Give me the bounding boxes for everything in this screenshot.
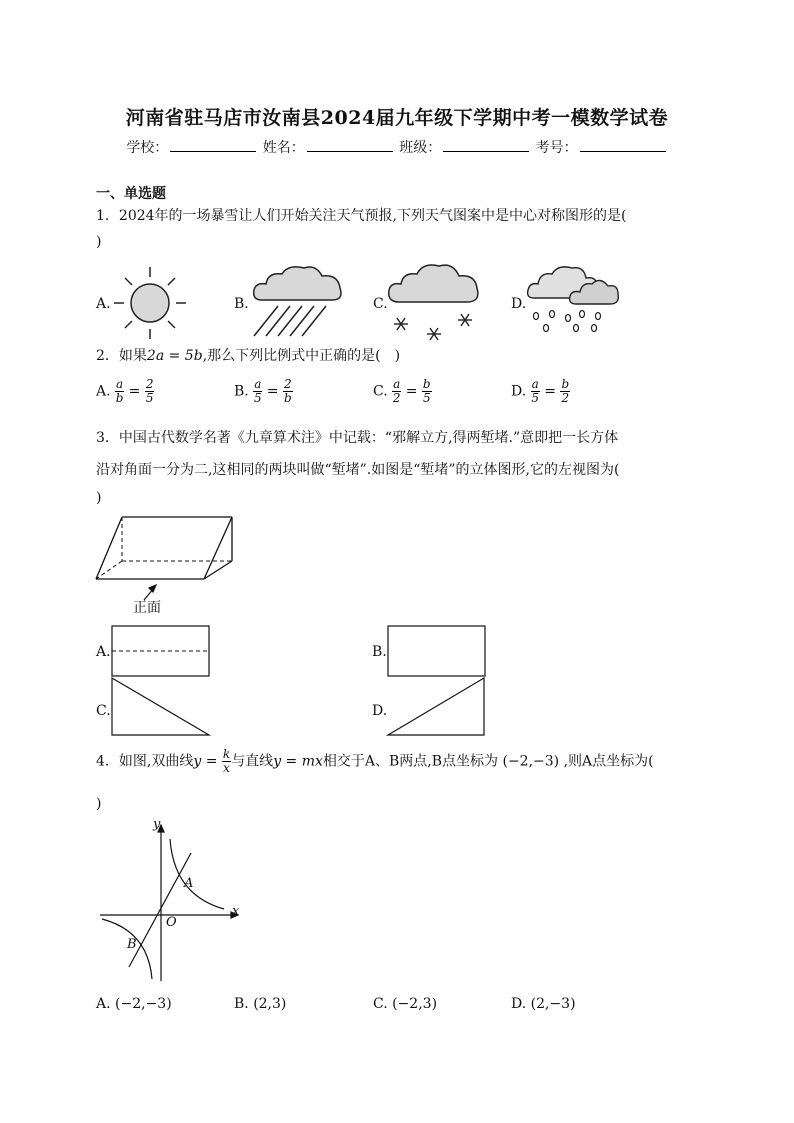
hail-cloud-icon <box>526 264 626 339</box>
q3-close: ) <box>96 490 102 506</box>
q4-mid: 与直线 <box>231 753 274 770</box>
q3-option-a-figure <box>111 625 211 677</box>
section-title: 一、单选题 <box>96 186 166 202</box>
q2-option-c[interactable]: C. $\frac{a}{2}$ = $\frac{b}{5}$ <box>373 377 431 405</box>
q2-b-rn: 2 <box>284 377 292 391</box>
sun-icon <box>112 263 192 343</box>
q4-option-c[interactable]: C. (−2,3) <box>373 996 438 1012</box>
rain-cloud-icon <box>248 262 348 342</box>
q3-option-c-figure <box>111 677 211 737</box>
q2-a-ld: b <box>115 391 124 405</box>
q3-stem-line1: 3．中国古代数学名著《九章算术注》中记载：“邪解立方,得两堑堵.”意即把一长方体 <box>96 430 619 446</box>
q4-close: ) <box>96 796 102 812</box>
q2-d-ln: a <box>531 377 539 391</box>
blank-name[interactable] <box>307 139 393 152</box>
q3-option-c-label: C. <box>96 703 111 719</box>
q2-d-label: D. <box>511 383 527 400</box>
q4-line: y = mx <box>273 753 323 770</box>
q2-c-ln: a <box>393 377 401 391</box>
q2-b-ld: 5 <box>253 391 262 405</box>
q2-equation: 2a = 5b <box>146 348 203 364</box>
q4-y: y = <box>193 753 218 770</box>
q2-c-left-fraction <box>392 378 401 405</box>
q2-a-ln: a <box>116 377 124 391</box>
q2-b-right-fraction <box>283 378 293 405</box>
q4-option-b[interactable]: B. (2,3) <box>234 996 287 1012</box>
q4-x: x <box>223 761 230 775</box>
q4-prefix: 4．如图,双曲线 <box>96 753 194 770</box>
q4-stem <box>96 748 706 775</box>
q1-option-c-label: C. <box>373 296 388 312</box>
q4-option-a[interactable]: A. (−2,−3) <box>96 996 172 1012</box>
q2-d-right-fraction <box>560 378 570 405</box>
q2-b-left-fraction <box>253 378 262 405</box>
q2-c-right-fraction <box>422 378 432 405</box>
blank-exam-number[interactable] <box>580 139 666 152</box>
page-title: 河南省驻马店市汝南县2024届九年级下学期中考一模数学试卷 <box>125 107 669 129</box>
q2-stem <box>96 345 696 367</box>
field-class: 班级： <box>399 140 442 156</box>
q4-suffix: 相交于A、B两点,B点坐标为 (−2,−3) ,则A点坐标为( <box>322 753 654 770</box>
q3-option-d-figure <box>387 677 487 737</box>
q2-prefix: 2．如果 <box>96 348 147 364</box>
q3-option-a-label: A. <box>96 644 111 660</box>
blank-school[interactable] <box>170 139 256 152</box>
field-name: 姓名： <box>262 140 305 156</box>
q2-b-rd: b <box>283 391 292 405</box>
q3-option-b-figure <box>387 625 487 677</box>
q2-option-d[interactable]: D. $\frac{a}{5}$ = $\frac{b}{2}$ <box>511 377 570 405</box>
q3-option-d-label: D. <box>372 703 388 719</box>
q2-b-label: B. <box>234 383 249 400</box>
q4-k-over-x <box>222 748 231 775</box>
student-info-line <box>0 137 794 157</box>
front-face-label: 正面 <box>133 600 161 616</box>
q2-a-rn: 2 <box>145 377 154 391</box>
qiandu-solid-figure <box>94 512 244 617</box>
q3-option-b-label: B. <box>372 644 387 660</box>
q2-c-label: C. <box>373 383 388 400</box>
q1-option-b-label: B. <box>234 296 249 312</box>
snow-cloud-icon <box>383 260 483 345</box>
q2-d-rd: 2 <box>561 391 570 405</box>
field-exam-number: 考号： <box>535 140 578 156</box>
q2-c-rn: b <box>422 377 431 391</box>
q2-suffix: ,那么下列比例式中正确的是( ) <box>202 348 401 364</box>
q4-axis-x-label: x <box>232 904 240 919</box>
blank-class[interactable] <box>443 139 529 152</box>
q1-option-a-label: A. <box>96 296 111 312</box>
q1-close: ) <box>96 234 102 250</box>
q1-option-d-label: D. <box>511 296 527 312</box>
q4-origin-label: O <box>166 915 177 930</box>
q1-stem: 1．2024年的一场暴雪让人们开始关注天气预报,下列天气图案中是中心对称图形的是( <box>96 208 627 224</box>
q2-a-right-fraction <box>145 378 155 405</box>
q2-option-a[interactable]: A. $\frac{a}{b}$ = $\frac{2}{5}$ <box>96 377 154 405</box>
q4-point-b-label: B <box>127 937 137 952</box>
q4-option-d[interactable]: D. (2,−3) <box>511 996 576 1012</box>
q4-graph <box>96 815 246 985</box>
q2-d-rn: b <box>561 377 570 391</box>
q2-a-left-fraction <box>115 378 124 405</box>
q4-k: k <box>222 747 231 761</box>
q4-point-a-label: A <box>184 876 194 891</box>
field-school: 学校： <box>126 140 169 156</box>
q2-d-left-fraction <box>531 378 540 405</box>
q2-c-rd: 5 <box>422 391 431 405</box>
q2-c-ld: 2 <box>392 391 401 405</box>
q2-d-ld: 5 <box>531 391 540 405</box>
q2-a-label: A. <box>96 383 111 400</box>
q3-stem-line2: 沿对角面一分为二,这相同的两块叫做“堑堵”.如图是“堑堵”的立体图形,它的左视图为( <box>96 462 620 478</box>
q2-a-rd: 5 <box>145 391 154 405</box>
q2-option-b[interactable]: B. $\frac{a}{5}$ = $\frac{2}{b}$ <box>234 377 292 405</box>
q2-b-ln: a <box>254 377 262 391</box>
q4-axis-y-label: y <box>153 817 161 832</box>
